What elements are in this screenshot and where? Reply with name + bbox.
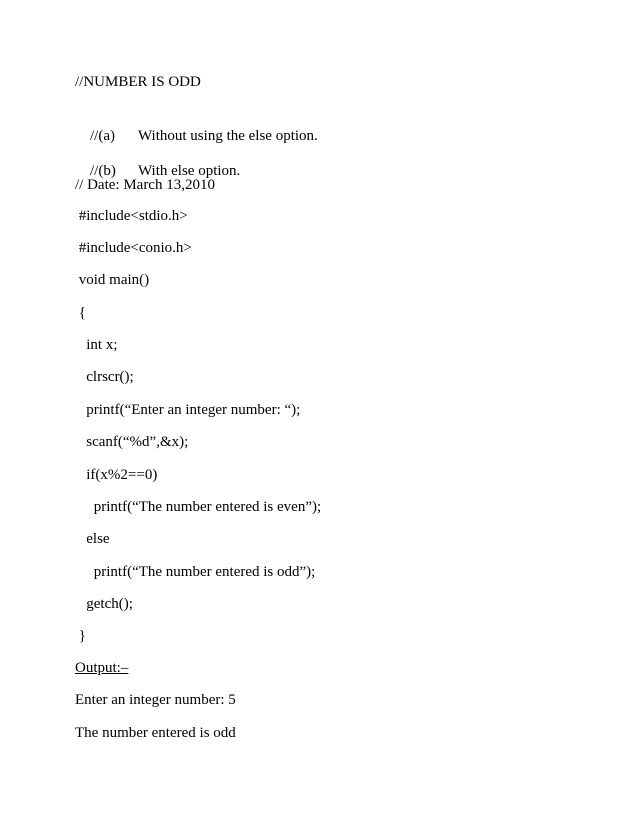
code-line: scanf(“%d”,&x); [75, 434, 189, 450]
code-line: if(x%2==0) [75, 467, 158, 483]
code-line: { [75, 305, 86, 321]
output-line: The number entered is odd [75, 725, 236, 741]
code-line: printf(“The number entered is odd”); [75, 564, 316, 580]
code-line: printf(“Enter an integer number: “); [75, 402, 301, 418]
item-a-text: Without using the else option. [138, 128, 318, 144]
code-line: clrscr(); [75, 369, 134, 385]
program-title: //NUMBER IS ODD [75, 74, 201, 90]
code-line: void main() [75, 272, 150, 288]
output-line: Enter an integer number: 5 [75, 692, 236, 708]
code-line: int x; [75, 337, 118, 353]
code-line: printf(“The number entered is even”); [75, 499, 322, 515]
code-line: #include<stdio.h> [75, 208, 188, 224]
item-b-text: With else option. [138, 163, 241, 179]
output-heading: Output:– [75, 660, 129, 676]
code-line: else [75, 531, 110, 547]
code-line: #include<conio.h> [75, 240, 192, 256]
item-b-marker: //(b) [90, 163, 116, 179]
item-a-marker: //(a) [90, 128, 115, 144]
code-line: getch(); [75, 596, 133, 612]
code-line: } [75, 628, 86, 644]
date-comment: // Date: March 13,2010 [75, 177, 215, 193]
